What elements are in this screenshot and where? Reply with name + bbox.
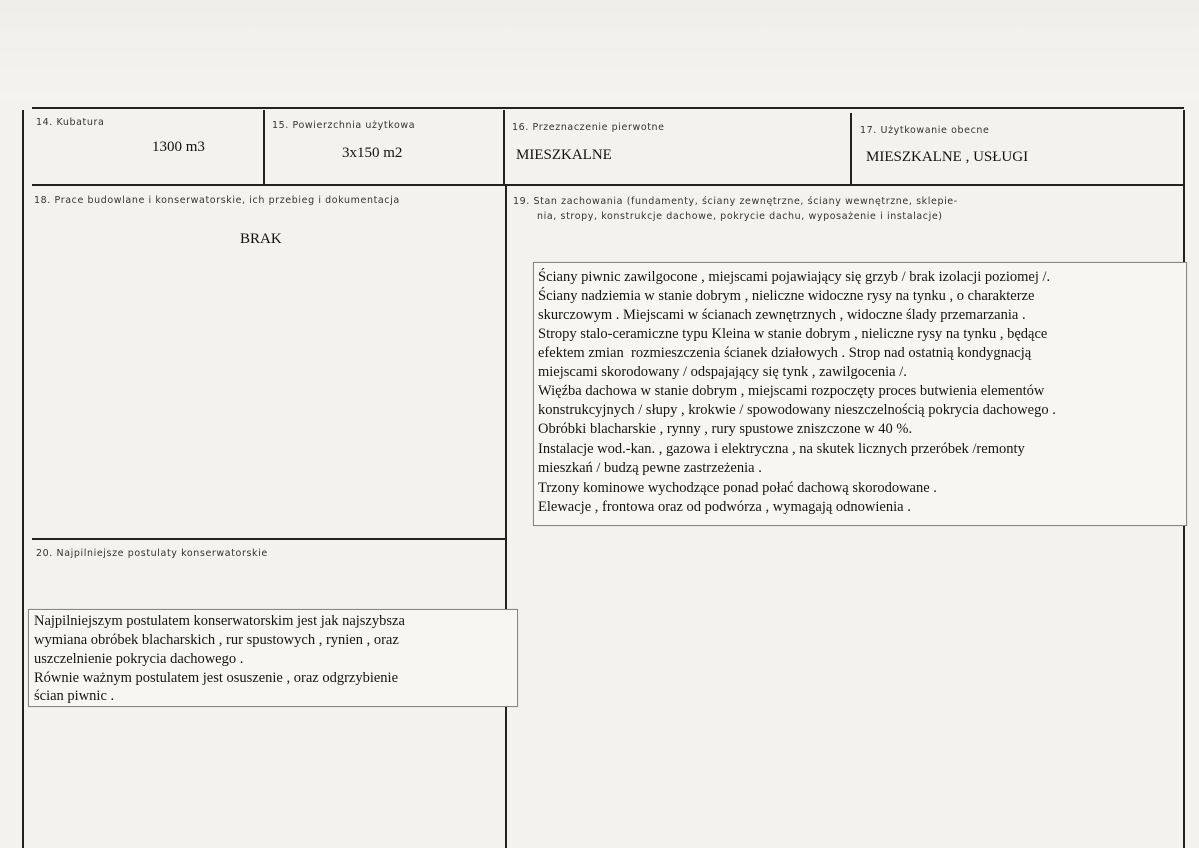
center-divider bbox=[505, 186, 507, 848]
condition-line: Ściany piwnic zawilgocone , miejscami pojawiający się grzyb / brak izolacji poziomej /. bbox=[538, 269, 1051, 285]
postulates-line: Równie ważnym postulatem jest osuszenie , oraz odgrzybienie bbox=[34, 670, 399, 686]
field-19-label-line1: 19. Stan zachowania (fundamenty, ściany zewnętrzne, ściany wewnętrzne, sklepie- bbox=[513, 196, 958, 207]
postulates-line: Najpilniejszym postulatem konserwatorskim jest jak najszybsza bbox=[34, 613, 405, 629]
left-mid-rule bbox=[32, 538, 506, 540]
field-15-value: 3x150 m2 bbox=[342, 145, 403, 161]
field-19-label-line2: nia, stropy, konstrukcje dachowe, pokrycie dachu, wyposażenie i instalacje) bbox=[537, 211, 943, 222]
top-rule bbox=[32, 107, 1184, 109]
condition-line: Trzony kominowe wychodzące ponad połać dachową skorodowane . bbox=[538, 480, 937, 496]
condition-line: efektem zmian rozmieszczenia ścianek działowych . Strop nad ostatnią kondygnacją bbox=[538, 345, 1032, 361]
condition-line: miejscami skorodowany / odspajający się tynk , zawilgocenia /. bbox=[538, 364, 907, 380]
condition-line: Więźba dachowa w stanie dobrym , miejscami rozpoczęty proces butwienia elementów bbox=[538, 383, 1045, 399]
divider-14-15 bbox=[263, 110, 265, 184]
field-16-label: 16. Przeznaczenie pierwotne bbox=[512, 122, 665, 133]
field-20-label: 20. Najpilniejsze postulaty konserwatorskie bbox=[36, 548, 268, 559]
condition-line: Ściany nadziemia w stanie dobrym , nieliczne widoczne rysy na tynku , o charakterze bbox=[538, 288, 1035, 304]
left-margin bbox=[22, 110, 24, 848]
condition-line: Instalacje wod.-kan. , gazowa i elektryczna , na skutek licznych przeróbek /remonty bbox=[538, 441, 1025, 457]
field-14-label: 14. Kubatura bbox=[36, 117, 105, 128]
field-16-value: MIESZKALNE bbox=[516, 147, 612, 163]
condition-line: skurczowym . Miejscami w ścianach zewnętrznych , widoczne ślady przemarzania . bbox=[538, 307, 1026, 323]
postulates-line: uszczelnienie pokrycia dachowego . bbox=[34, 651, 244, 667]
field-17-value: MIESZKALNE , USŁUGI bbox=[866, 149, 1029, 165]
condition-line: mieszkań / budzą pewne zastrzeżenia . bbox=[538, 460, 762, 476]
condition-line: Elewacje , frontowa oraz od podwórza , wymagają odnowienia . bbox=[538, 499, 911, 515]
divider-15-16 bbox=[503, 110, 505, 184]
condition-line: Obróbki blacharskie , rynny , rury spustowe zniszczone w 40 %. bbox=[538, 421, 913, 437]
field-18-value: BRAK bbox=[240, 231, 282, 247]
field-14-value: 1300 m3 bbox=[152, 139, 205, 155]
condition-line: konstrukcyjnych / słupy , krokwie / spowodowany nieszczelnością pokrycia dachowego . bbox=[538, 402, 1056, 418]
postulates-line: wymiana obróbek blacharskich , rur spustowych , rynien , oraz bbox=[34, 632, 399, 648]
faded-page-top bbox=[0, 0, 1199, 100]
condition-line: Stropy stalo-ceramiczne typu Kleina w stanie dobrym , nieliczne rysy na tynku , będące bbox=[538, 326, 1048, 342]
postulates-line: ścian piwnic . bbox=[34, 688, 115, 704]
divider-16-17 bbox=[850, 113, 852, 185]
field-18-label: 18. Prace budowlane i konserwatorskie, ich przebieg i dokumentacja bbox=[34, 195, 400, 206]
field-17-label: 17. Użytkowanie obecne bbox=[860, 125, 990, 136]
row1-bottom-rule bbox=[32, 184, 1184, 186]
field-15-label: 15. Powierzchnia użytkowa bbox=[272, 120, 416, 131]
